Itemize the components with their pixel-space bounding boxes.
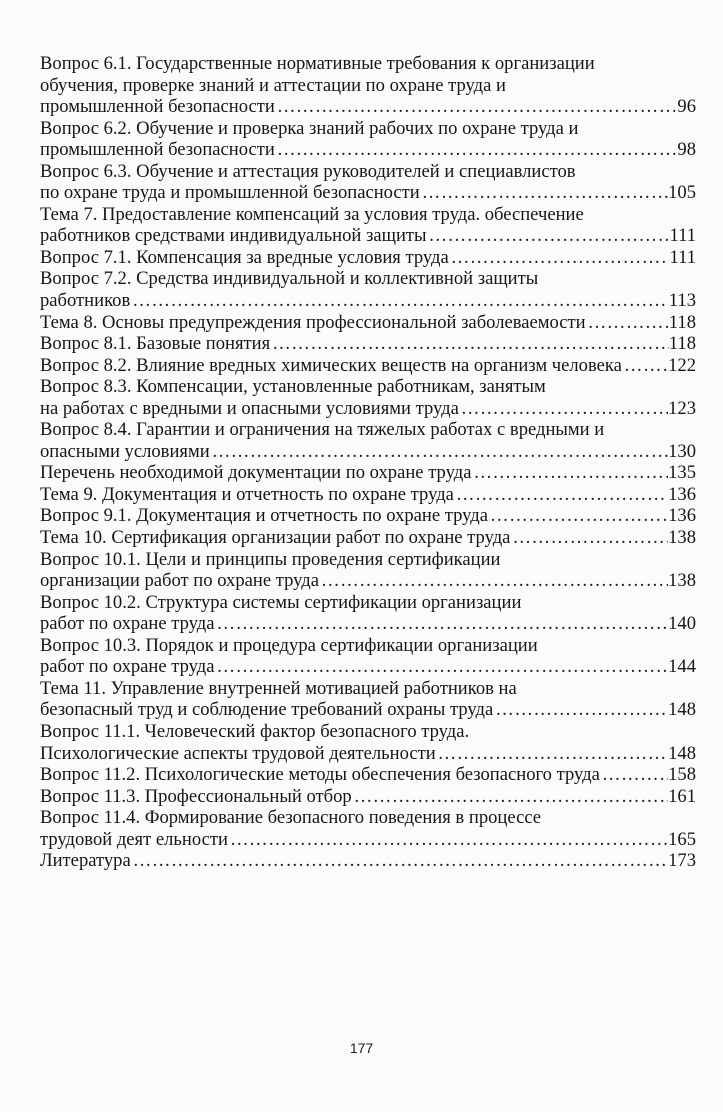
toc-page-number: 118 [668,333,696,355]
toc-entry-text: на работах с вредными и опасными условиями труда [40,397,459,419]
toc-entry-text: опасными условиями [40,440,210,462]
toc-line [40,786,696,808]
toc-line [40,549,696,571]
toc-line [40,656,696,678]
toc-entry-text: Вопрос 8.2. Влияние вредных химических веществ на организм человека [40,354,622,376]
toc-line [40,721,696,743]
dot-leader [510,527,668,549]
toc-entry-text: Тема 10. Сертификация организации работ по охране труда [40,527,511,549]
toc-line [40,53,696,75]
toc-entry-text: Вопрос 8.1. Базовые понятия [40,333,271,355]
toc-page-number: 130 [668,440,696,462]
dot-leader [270,333,669,355]
toc-line [40,204,696,226]
dot-leader [420,182,668,204]
dot-leader [600,764,668,786]
toc-entry-text: Вопрос 10.1. Цели и принципы проведения сертификации [40,548,501,570]
toc-entry-text: Психологические аспекты трудовой деятельности [40,742,436,764]
toc-entry-text: промышленной безопасности [40,96,275,118]
toc-entry-text: Тема 9. Документация и отчетность по охране труда [40,483,454,505]
toc-line [40,484,696,506]
toc-entry [40,549,696,592]
toc-entry-text: Вопрос 7.1. Компенсация за вредные условия труда [40,246,449,268]
dot-leader [228,829,668,851]
dot-leader [454,484,668,506]
toc-entry-text: Вопрос 6.2. Обучение и проверка знаний рабочих по охране труда и [40,117,579,139]
toc-page-number: 136 [668,505,696,527]
dot-leader [459,398,668,420]
toc-entry [40,247,696,269]
toc-entry [40,505,696,527]
toc-entry-text: Вопрос 10.2. Структура системы сертификации организации [40,591,522,613]
toc-entry [40,721,696,764]
toc-page-number: 105 [668,182,696,204]
toc-line [40,764,696,786]
dot-leader [275,139,678,161]
toc-line [40,96,696,118]
toc-entry-text: Вопрос 11.4. Формирование безопасного поведения в процессе [40,807,542,829]
toc-entry-text: Вопрос 8.4. Гарантии и ограничения на тяжелых работах с вредными и [40,419,605,441]
toc-line [40,118,696,140]
toc-entry [40,850,696,872]
toc-entry [40,419,696,462]
toc-line [40,225,696,247]
toc-entry-text: обучения, проверке знаний и аттестации по охране труда и [40,74,506,96]
toc-page-number: 138 [668,527,696,549]
toc-entry-text: Тема 7. Предоставление компенсаций за условия труда. обеспечение [40,203,584,225]
toc-entry-text: работ по охране труда [40,613,215,635]
toc-entry-text: Вопрос 10.3. Порядок и процедура сертификации организации [40,634,538,656]
toc-entry [40,484,696,506]
toc-line [40,355,696,377]
dot-leader [210,441,668,463]
toc-line [40,505,696,527]
toc-page-number: 158 [668,764,696,786]
dot-leader [449,247,670,269]
dot-leader [586,312,669,334]
toc-entry [40,268,696,311]
toc-page-number: 118 [668,311,696,333]
toc-entry [40,204,696,247]
page-number: 177 [349,1040,374,1056]
toc-page-number: 138 [668,570,696,592]
toc-line [40,441,696,463]
toc-line [40,850,696,872]
dot-leader [352,786,668,808]
dot-leader [215,613,669,635]
dot-leader [427,225,670,247]
toc-entry-text: организации работ по охране труда [40,570,319,592]
toc-entry-text: Тема 11. Управление внутренней мотивацией работников на [40,677,517,699]
toc-entry-text: по охране труда и промышленной безопасности [40,182,420,204]
toc-line [40,743,696,765]
toc-line [40,182,696,204]
toc-entry [40,764,696,786]
dot-leader [493,699,668,721]
toc-page-number: 173 [668,850,696,872]
toc-entry [40,333,696,355]
toc-line [40,462,696,484]
toc-entry-text: Вопрос 6.3. Обучение и аттестация руководителей и специавлистов [40,160,576,182]
dot-leader [622,355,668,377]
toc-line [40,268,696,290]
toc-line [40,398,696,420]
toc-line [40,570,696,592]
toc-page-number: 136 [668,483,696,505]
toc-line [40,678,696,700]
toc-entry-text: Литература [40,850,131,872]
toc-line [40,419,696,441]
toc-entry [40,635,696,678]
dot-leader [436,743,668,765]
toc-page-number: 148 [668,699,696,721]
toc-page-number: 111 [669,246,696,268]
toc-line [40,527,696,549]
toc-entry [40,161,696,204]
toc-page-number: 113 [668,290,696,312]
toc-entry [40,53,696,118]
toc-page-number: 135 [668,462,696,484]
toc-line [40,161,696,183]
toc-page-number: 165 [668,828,696,850]
toc-entry-text: Вопрос 11.1. Человеческий фактор безопасного труда. [40,720,470,742]
toc-entry-text: работ по охране труда [40,656,215,678]
toc-line [40,613,696,635]
toc-line [40,139,696,161]
toc-entry-text: Вопрос 9.1. Документация и отчетность по охране труда [40,505,489,527]
table-of-contents [40,53,696,872]
toc-entry-text: Вопрос 11.2. Психологические методы обеспечения безопасного труда [40,764,600,786]
toc-page-number: 98 [677,139,696,161]
toc-entry [40,527,696,549]
toc-line [40,75,696,97]
toc-page-number: 96 [677,96,696,118]
toc-entry [40,312,696,334]
dot-leader [131,850,668,872]
toc-entry-text: Тема 8. Основы предупреждения профессиональной заболеваемости [40,311,586,333]
toc-entry [40,118,696,161]
toc-page-number: 144 [668,656,696,678]
toc-line [40,247,696,269]
toc-entry-text: Вопрос 7.2. Средства индивидуальной и коллективной защиты [40,268,539,290]
toc-entry [40,376,696,419]
toc-entry-text: работников [40,290,131,312]
toc-page-number: 140 [668,613,696,635]
toc-line [40,312,696,334]
toc-entry [40,462,696,484]
toc-entry [40,678,696,721]
toc-entry-text: промышленной безопасности [40,139,275,161]
toc-line [40,635,696,657]
toc-page-number: 111 [669,225,696,247]
toc-line [40,592,696,614]
toc-entry-text: Перечень необходимой документации по охране труда [40,462,472,484]
toc-page-number: 148 [668,742,696,764]
toc-line [40,290,696,312]
toc-entry [40,807,696,850]
toc-line [40,807,696,829]
toc-page-number: 123 [668,397,696,419]
toc-entry-text: трудовой деят ельности [40,828,228,850]
dot-leader [130,290,669,312]
toc-entry-text: Вопрос 6.1. Государственные нормативные требования к организации [40,53,595,74]
toc-entry [40,786,696,808]
dot-leader [488,505,668,527]
toc-line [40,829,696,851]
toc-page-number: 161 [668,785,696,807]
toc-entry [40,592,696,635]
toc-entry-text: безопасный труд и соблюдение требований охраны труда [40,699,494,721]
dot-leader [471,462,668,484]
toc-line [40,699,696,721]
toc-entry-text: Вопрос 8.3. Компенсации, установленные работникам, занятым [40,376,546,398]
toc-line [40,376,696,398]
toc-page-number: 122 [668,354,696,376]
toc-entry-text: работников средствами индивидуальной защиты [40,225,427,247]
dot-leader [215,656,669,678]
toc-line [40,333,696,355]
toc-entry [40,355,696,377]
dot-leader [275,96,678,118]
toc-entry-text: Вопрос 11.3. Профессиональный отбор [40,785,352,807]
dot-leader [319,570,668,592]
